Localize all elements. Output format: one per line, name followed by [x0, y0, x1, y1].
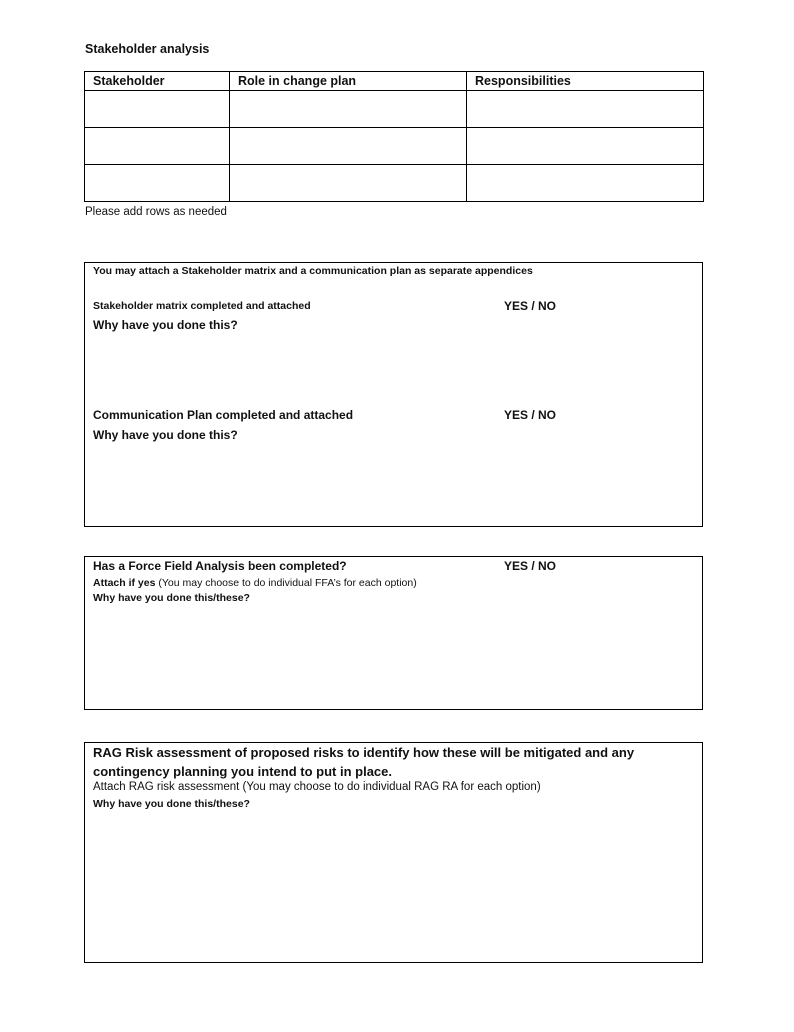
table-row	[85, 165, 704, 202]
matrix-yes-no[interactable]: YES / NO	[504, 299, 557, 313]
table-cell[interactable]	[467, 91, 704, 128]
table-cell[interactable]	[467, 165, 704, 202]
header-role: Role in change plan	[230, 72, 467, 91]
force-field-box	[84, 556, 703, 710]
stakeholder-table	[84, 71, 704, 202]
table-header-row	[85, 72, 704, 91]
table-note: Please add rows as needed	[85, 206, 227, 218]
table-row	[85, 128, 704, 165]
rag-attach-note: Attach RAG risk assessment (You may choose to do individual RAG RA for each option)	[93, 781, 541, 793]
table-cell[interactable]	[230, 91, 467, 128]
force-field-question: Has a Force Field Analysis been completed?	[93, 559, 347, 573]
rag-why-label: Why have you done this/these?	[93, 798, 250, 810]
force-field-attach-bold: Attach if yes	[93, 577, 156, 589]
page-title: Stakeholder analysis	[85, 42, 210, 56]
table-cell[interactable]	[230, 165, 467, 202]
comm-plan-why-label: Why have you done this?	[93, 428, 238, 442]
rag-heading-line2: contingency planning you intend to put in place.	[93, 764, 392, 779]
force-field-yes-no[interactable]: YES / NO	[504, 559, 557, 573]
rag-heading-line1: RAG Risk assessment of proposed risks to identify how these will be mitigated and any	[93, 745, 635, 760]
table-cell[interactable]	[467, 128, 704, 165]
matrix-label: Stakeholder matrix completed and attached	[93, 300, 311, 312]
table-cell[interactable]	[85, 165, 230, 202]
appendices-intro: You may attach a Stakeholder matrix and a communication plan as separate appendices	[93, 265, 533, 277]
force-field-attach-rest: (You may choose to do individual FFA’s for each option)	[155, 577, 417, 589]
matrix-why-label: Why have you done this?	[93, 318, 238, 332]
table-cell[interactable]	[85, 128, 230, 165]
force-field-attach-note	[93, 577, 417, 589]
comm-plan-label: Communication Plan completed and attached	[93, 408, 354, 422]
table-cell[interactable]	[85, 91, 230, 128]
comm-plan-yes-no[interactable]: YES / NO	[504, 408, 557, 422]
table-cell[interactable]	[230, 128, 467, 165]
header-responsibilities: Responsibilities	[467, 72, 704, 91]
header-stakeholder: Stakeholder	[85, 72, 230, 91]
table-row	[85, 91, 704, 128]
rag-risk-box	[84, 742, 703, 963]
force-field-why-label: Why have you done this/these?	[93, 592, 250, 604]
appendices-box	[84, 262, 703, 527]
